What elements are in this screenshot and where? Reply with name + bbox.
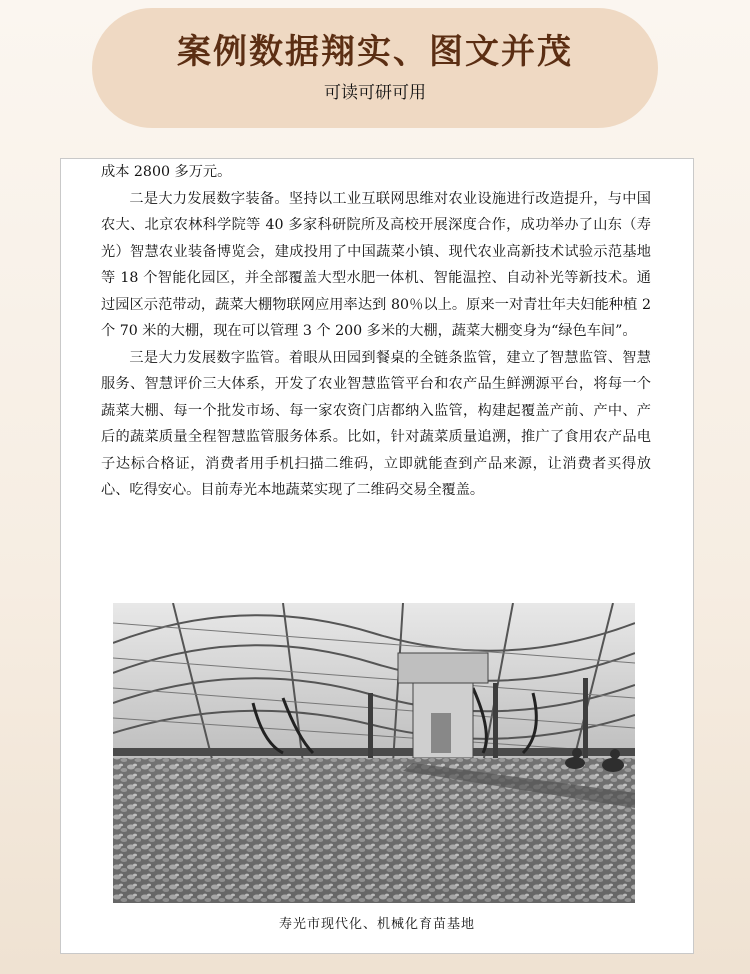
figure-caption: 寿光市现代化、机械化育苗基地 xyxy=(278,917,475,932)
book-page xyxy=(60,158,694,954)
greenhouse-photo xyxy=(113,603,635,903)
header-banner xyxy=(92,8,658,128)
banner-title: 案例数据翔实、图文并茂 xyxy=(177,32,573,72)
paragraph-digital-equipment: 二是大力发展数字装备。坚持以工业互联网思维对农业设施进行改造提升，与中国农大、北京农林科学院等 40 多家科研院所及高校开展深度合作，成功举办了山东（寿光）智慧农业装备博览会，建成投用了中国蔬菜小镇、现代农业高新技术试验示范基地等 18 个智能化园区，并全部覆盖大型水肥一体机、智能温控、自动补光等新技术。通过园区示范带动，蔬菜大棚物联网应用率达到 80％以上。原来一对青壮年夫妇能种植 2 个 70 米的大棚，现在可以管理 3 个 200 多米的大棚，蔬菜大棚变身为“绿色车间”。 xyxy=(101,190,651,339)
paragraph-digital-supervision: 三是大力发展数字监管。着眼从田园到餐桌的全链条监管，建立了智慧监管、智慧服务、智慧评价三大体系，开发了农业智慧监管平台和农产品生鲜溯源平台，将每一个蔬菜大棚、每一个批发市场、每一家农资门店都纳入监管，构建起覆盖产前、产中、产后的蔬菜质量全程智慧监管服务体系。比如，针对蔬菜质量追溯，推广了食用农产品电子达标合格证，消费者用手机扫描二维码，立即就能查到产品来源，让消费者买得放心、吃得安心。目前寿光本地蔬菜实现了二维码交易全覆盖。 xyxy=(101,349,651,498)
banner-subtitle: 可读可研可用 xyxy=(324,83,426,103)
greenhouse-illustration xyxy=(113,603,635,903)
page-text xyxy=(101,159,651,504)
paragraph-intro: 成本 2800 多万元。 xyxy=(101,164,232,180)
